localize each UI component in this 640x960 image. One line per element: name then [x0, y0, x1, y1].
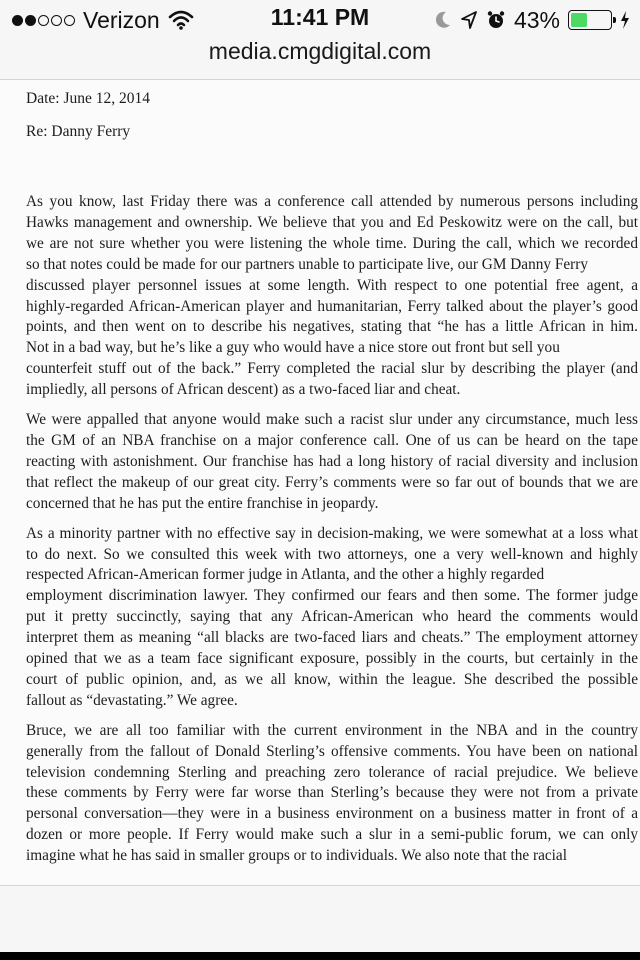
- url-text: media.cmgdigital.com: [208, 38, 432, 64]
- text-line: reacting with astonishment. Our franchise has had a long history of racial diversity and inclusion: [26, 452, 638, 470]
- letter-paragraph: [26, 192, 638, 401]
- text-line: highly-regarded African-American player and humanitarian, Ferry talked about the player’s good: [26, 297, 638, 315]
- text-line: discussed player personnel issues at some length. With respect to one potential free agent, a: [26, 276, 638, 294]
- letter-paragraph: [26, 721, 638, 867]
- text-line: employment discrimination lawyer. They confirmed our fears and then some. The former judge: [26, 587, 638, 605]
- bottom-toolbar-edge: [0, 952, 640, 960]
- text-line: dozen or more people. If Ferry would make such a slur in a semi-public forum, we can only: [26, 826, 638, 844]
- text-line: concerned that he has put the entire franchise in jeopardy.: [26, 494, 379, 512]
- text-line: imagine what he has said in smaller groups or to individuals. We also note that the racial: [26, 847, 567, 865]
- text-line: As you know, last Friday there was a conference call attended by numerous persons including: [26, 193, 638, 210]
- text-line: interpret them as meaning “all blacks are two-faced liars and cheats.” The employment attorney: [26, 629, 638, 647]
- text-line: respected African-American former judge in Atlanta, and the other a highly regarded: [26, 566, 545, 584]
- text-line: the GM of an NBA franchise on a major conference call. One of us can be heard on the tape: [26, 431, 638, 449]
- text-line: points, and then went on to describe his negatives, stating that “he has a little African in him.: [26, 318, 638, 336]
- letter-document: [0, 79, 640, 886]
- address-bar[interactable]: [0, 38, 640, 68]
- battery-icon: [568, 10, 612, 30]
- text-line: put it pretty succinctly, saying that any African-American who heard the comments would: [26, 608, 638, 626]
- text-line: these comments by Ferry were far worse than Sterling’s because they were not from a private: [26, 784, 638, 802]
- text-line: Not in a bad way, but he’s like a guy who would have a nice store out front but sell you: [26, 339, 560, 357]
- text-line: opined that we as a team face significant exposure, possibly in the courts, but certainly in the: [26, 650, 638, 668]
- alarm-icon: [486, 10, 506, 30]
- status-right: [426, 6, 630, 34]
- letter-body: [26, 192, 638, 876]
- text-line: Hawks management and ownership. We believe that you and Ed Peskowitz were on the call, but: [26, 213, 638, 231]
- text-line: we are not sure whether you were listening the whole time. During the call, which we recorded: [26, 234, 638, 252]
- text-line: fallout as “devastating.” We agree.: [26, 691, 238, 709]
- text-line: generally from the fallout of Donald Sterling’s offensive comments. You have been on national: [26, 742, 638, 760]
- battery-percentage: 43%: [513, 6, 560, 33]
- text-line: television condemning Sterling and preaching zero tolerance of racial prejudice. We believe: [26, 763, 638, 781]
- text-line: Bruce, we are all too familiar with the current environment in the NBA and in the country: [26, 721, 638, 739]
- text-line: As a minority partner with no effective say in decision-making, we were somewhat at a loss what: [26, 524, 638, 542]
- letter-paragraph: [26, 410, 638, 515]
- text-line: that reflect the makeup of our great city. Ferry’s comments were so far out of bounds that we are: [26, 473, 638, 491]
- battery-cap: [613, 17, 616, 23]
- text-line: impliedly, all persons of African descent) as a two-faced liar and cheat.: [26, 381, 461, 399]
- letter-paragraph: [26, 524, 638, 712]
- charging-bolt-icon: [620, 10, 630, 30]
- battery-level-fill: [571, 13, 587, 27]
- subject-line: Re: Danny Ferry: [26, 123, 131, 140]
- date-line: Date: June 12, 2014: [26, 90, 150, 107]
- status-time: 11:41 PM: [270, 4, 370, 30]
- text-line: personal conversation—they were in a business environment on a business matter in front of a: [26, 805, 638, 823]
- location-arrow-icon: [460, 10, 478, 30]
- text-line: counterfeit stuff out of the back.” Ferry completed the racial slur by describing the player (and: [26, 360, 638, 378]
- text-line: to do next. So we consulted this week with two attorneys, one a very well-known and highly: [26, 545, 638, 563]
- carrier-name: Verizon: [83, 6, 160, 33]
- text-line: court of public opinion, and, as we all know, within the league. She described the possible: [26, 670, 638, 688]
- moon-icon: [434, 10, 452, 30]
- status-bar: [0, 0, 640, 40]
- text-line: so that notes could be made for our partners unable to participate live, our GM Danny Ferry: [26, 255, 588, 273]
- text-line: We were appalled that anyone would make such a racist slur under any circumstance, much less: [26, 411, 638, 429]
